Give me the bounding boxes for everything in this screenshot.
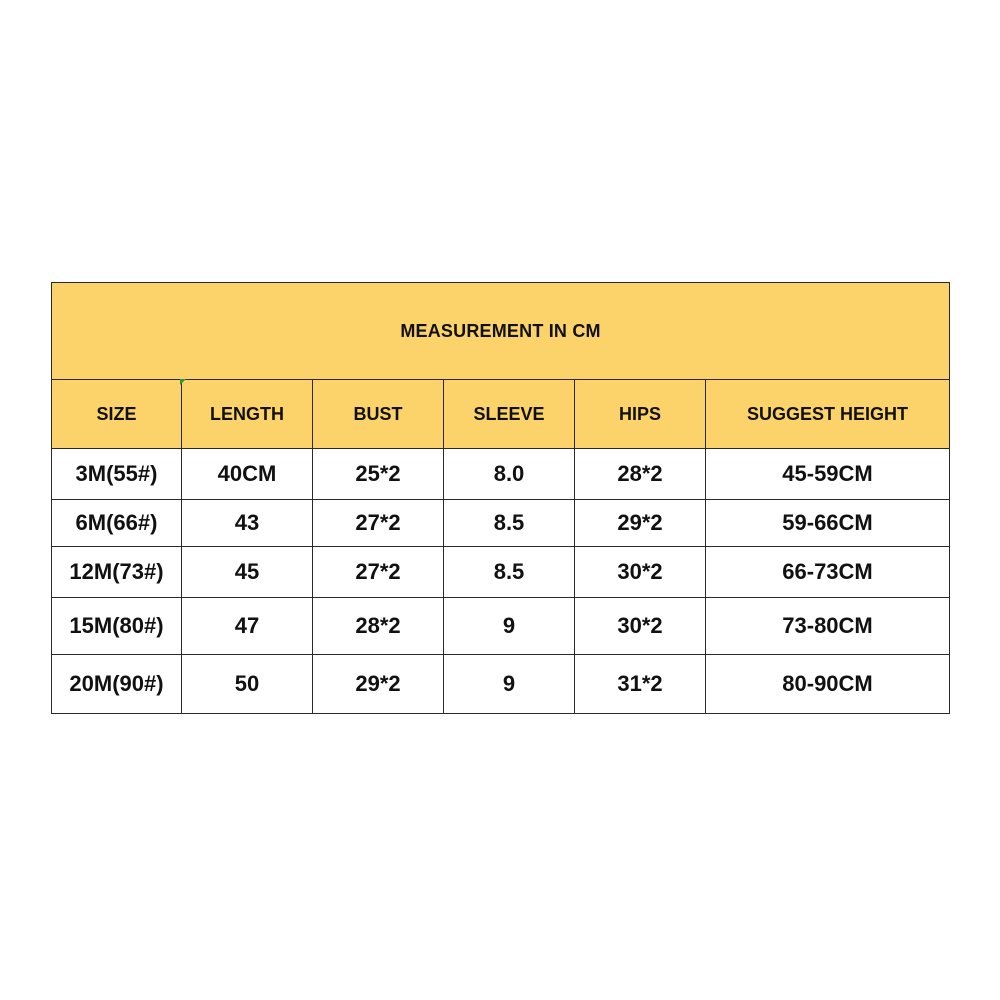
cell-hips: 30*2 [575, 598, 706, 655]
cell-size: 20M(90#) [52, 655, 182, 714]
size-table [51, 282, 950, 714]
table-title: MEASUREMENT IN CM [52, 283, 950, 380]
cell-sleeve: 9 [444, 655, 575, 714]
cell-suggest-height: 80-90CM [706, 655, 950, 714]
cell-length: 40CM [182, 449, 313, 500]
cell-bust: 29*2 [313, 655, 444, 714]
header-sleeve: SLEEVE [444, 380, 575, 449]
cell-hips: 30*2 [575, 547, 706, 598]
cell-suggest-height: 73-80CM [706, 598, 950, 655]
table-row [52, 449, 950, 500]
cell-length: 45 [182, 547, 313, 598]
table-title-row [52, 283, 950, 380]
cell-size: 6M(66#) [52, 500, 182, 547]
header-hips: HIPS [575, 380, 706, 449]
cell-size: 3M(55#) [52, 449, 182, 500]
cell-sleeve: 8.5 [444, 500, 575, 547]
cell-sleeve: 9 [444, 598, 575, 655]
cell-size: 15M(80#) [52, 598, 182, 655]
cell-hips: 29*2 [575, 500, 706, 547]
cell-length: 50 [182, 655, 313, 714]
table-header-row [52, 380, 950, 449]
cell-sleeve: 8.5 [444, 547, 575, 598]
table-row [52, 598, 950, 655]
cell-suggest-height: 66-73CM [706, 547, 950, 598]
cell-bust: 25*2 [313, 449, 444, 500]
cell-size: 12M(73#) [52, 547, 182, 598]
size-chart [51, 282, 949, 714]
header-bust: BUST [313, 380, 444, 449]
table-row [52, 500, 950, 547]
cell-sleeve: 8.0 [444, 449, 575, 500]
cell-bust: 27*2 [313, 547, 444, 598]
header-suggest-height: SUGGEST HEIGHT [706, 380, 950, 449]
header-length: LENGTH [182, 380, 313, 449]
cell-corner-marker [180, 379, 186, 385]
cell-hips: 28*2 [575, 449, 706, 500]
cell-hips: 31*2 [575, 655, 706, 714]
cell-bust: 28*2 [313, 598, 444, 655]
cell-bust: 27*2 [313, 500, 444, 547]
cell-length: 47 [182, 598, 313, 655]
table-row [52, 547, 950, 598]
cell-suggest-height: 59-66CM [706, 500, 950, 547]
table-row [52, 655, 950, 714]
cell-suggest-height: 45-59CM [706, 449, 950, 500]
cell-length: 43 [182, 500, 313, 547]
header-size: SIZE [52, 380, 182, 449]
